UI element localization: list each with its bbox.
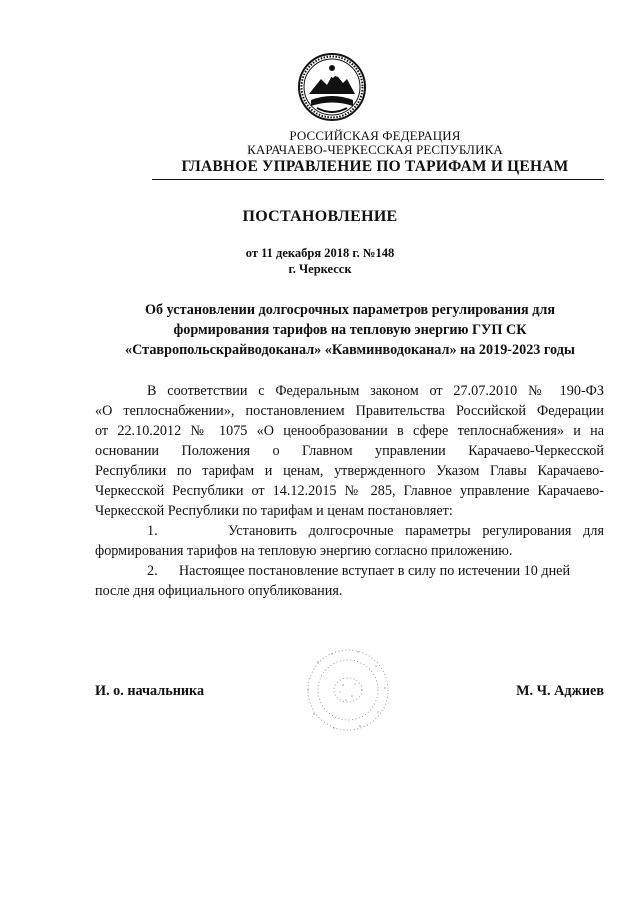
document-date-number: от 11 декабря 2018 г. №148 xyxy=(245,246,395,260)
paragraph-line: В соответствии с Федеральным законом от 27.07.2010 № 190-ФЗ xyxy=(147,383,604,399)
preamble-paragraph xyxy=(95,381,604,521)
item-line: после дня официального опубликования. xyxy=(95,583,343,599)
subject-line: «Ставропольcкрайводоканал» «Кавминводоканал» на 2019-2023 годы xyxy=(125,342,575,358)
coat-of-arms-emblem xyxy=(297,52,367,122)
header-country: РОССИЙСКАЯ ФЕДЕРАЦИЯ xyxy=(289,128,461,143)
document-type: ПОСТАНОВЛЕНИЕ xyxy=(242,208,398,225)
signatory-role: И. о. начальника xyxy=(95,683,205,699)
paragraph-line: Республики по тарифам и ценам, утвержденного Указом Главы Карачаево- xyxy=(95,463,604,479)
paragraph-line: Черкесской Республики от 14.12.2015 № 285, Главное управление Карачаево- xyxy=(95,483,604,499)
document-city: г. Черкесск xyxy=(288,262,352,276)
document-subject xyxy=(95,300,605,360)
item-line: 2. Настоящее постановление вступает в силу по истечении 10 дней xyxy=(147,563,571,579)
resolution-item-2 xyxy=(95,561,604,601)
signatory-name: М. Ч. Аджиев xyxy=(516,683,604,699)
item-line: 1. Установить долгосрочные параметры регулирования для xyxy=(147,523,604,539)
paragraph-line: основании Положения о Главном управлении Карачаево-Черкесской xyxy=(95,443,604,459)
subject-line: Об установлении долгосрочных параметров регулирования для xyxy=(144,302,556,318)
item-line: формирования тарифов на тепловую энергию согласно приложению. xyxy=(95,543,513,559)
header-department: ГЛАВНОЕ УПРАВЛЕНИЕ ПО ТАРИФАМ И ЦЕНАМ xyxy=(181,158,569,175)
official-seal-stamp xyxy=(288,640,408,740)
paragraph-line: от 22.10.2012 № 1075 «О ценообразовании в сфере теплоснабжения» и на xyxy=(95,423,604,439)
paragraph-line: Черкесской Республики по тарифам и ценам постановляет: xyxy=(95,503,453,519)
header-republic: КАРАЧАЕВО-ЧЕРКЕССКАЯ РЕСПУБЛИКА xyxy=(247,142,503,157)
header-rule xyxy=(152,179,604,180)
subject-line: формирования тарифов на тепловую энергию ГУП СК xyxy=(173,322,527,338)
paragraph-line: «О теплоснабжении», постановлением Правительства Российской Федерации xyxy=(95,403,604,419)
resolution-item-1 xyxy=(95,521,604,561)
